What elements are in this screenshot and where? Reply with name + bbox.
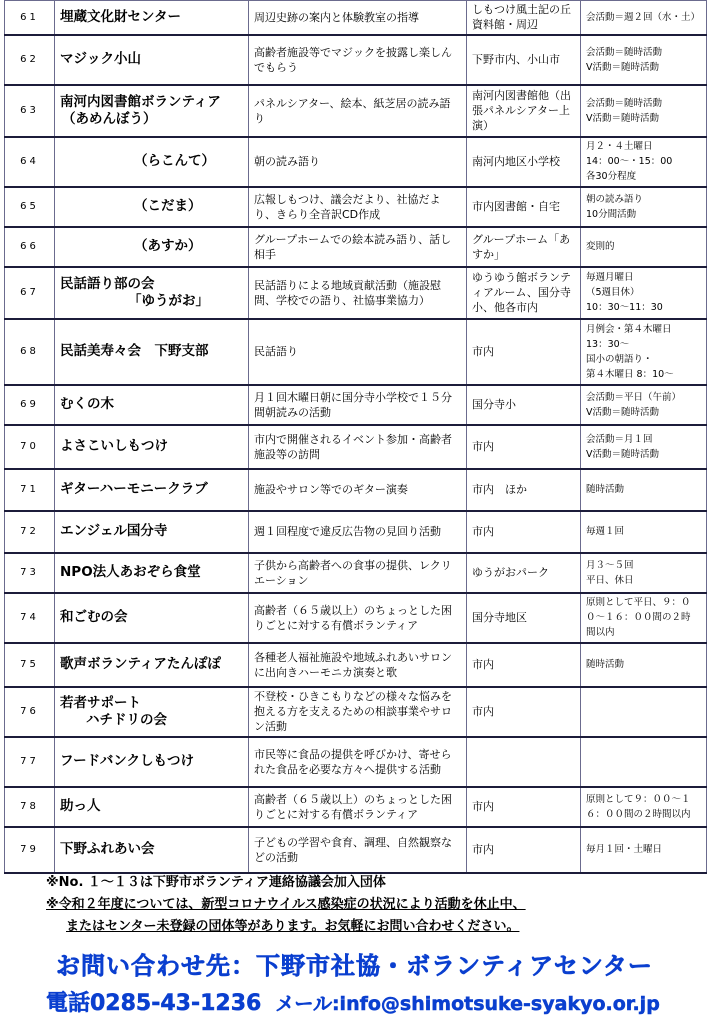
note-covid: ※令和２年度については、新型コロナウイルス感染症の状況により活動を休止中、 [46, 897, 526, 912]
table-row [5, 511, 707, 553]
table-row [5, 267, 707, 319]
schedule-line: 毎週月曜日 [586, 272, 634, 283]
schedule-line: 毎週１回 [586, 526, 625, 537]
row-number: 74 [5, 593, 55, 643]
table-row [5, 425, 707, 469]
row-number: 69 [5, 385, 55, 425]
contact-line [46, 986, 686, 1017]
group-name [55, 553, 249, 593]
activity-description: 高齢者（６５歳以上）のちょっとした困りごとに対する有償ボランティア [249, 593, 467, 643]
group-name-line: 民話美寿々会 下野支部 [60, 343, 209, 359]
activity-place: 南河内図書館他（出張パネルシアター上演） [467, 85, 581, 137]
activity-schedule [581, 643, 707, 687]
row-number: 79 [5, 827, 55, 873]
activity-description: 高齢者施設等でマジックを披露し楽しんでもらう [249, 35, 467, 85]
contact-phone: 電話0285-43-1236 [46, 991, 262, 1016]
schedule-line: 10分間活動 [586, 208, 637, 220]
group-name-line: 若者サポート [60, 694, 141, 711]
schedule-line: 各30分程度 [586, 171, 637, 182]
activity-schedule [581, 511, 707, 553]
contact-email: メール:info@shimotsuke-syakyo.or.jp [275, 993, 660, 1015]
row-number: 76 [5, 687, 55, 737]
schedule-line: 原則として平日、９：０ [586, 597, 691, 608]
schedule-line: Ⅴ活動＝随時活動 [586, 61, 659, 73]
group-name [55, 137, 249, 187]
activity-place: しもつけ風土記の丘資料館・周辺 [467, 1, 581, 35]
activity-place: グループホーム「あすか」 [467, 227, 581, 267]
schedule-line: 14：00～・15：00 [586, 156, 673, 167]
activity-description: 市内で開催されるイベント参加・高齢者施設等の訪問 [249, 425, 467, 469]
schedule-line: 10：30～11：30 [586, 302, 663, 313]
table-row [5, 85, 707, 137]
schedule-line: Ⅴ活動＝随時活動 [586, 112, 659, 124]
table-row [5, 319, 707, 385]
row-number: 63 [5, 85, 55, 137]
group-name-line: むくの木 [60, 396, 114, 412]
activity-description: 周辺史跡の案内と体験教室の指導 [249, 1, 467, 35]
schedule-line: 平日、休日 [586, 574, 634, 586]
row-number: 72 [5, 511, 55, 553]
row-number: 61 [5, 1, 55, 35]
activity-place: 国分寺地区 [467, 593, 581, 643]
group-name [55, 35, 249, 85]
volunteer-group-table [4, 0, 707, 874]
activity-schedule [581, 1, 707, 35]
group-name [55, 187, 249, 227]
schedule-line: 随時活動 [586, 484, 625, 495]
table-row [5, 787, 707, 827]
group-name-line: NPO法人あおぞら食堂 [60, 564, 201, 580]
group-name-line: 下野ふれあい会 [60, 841, 155, 857]
activity-place: 市内 [467, 827, 581, 873]
table-row [5, 1, 707, 35]
group-name-line: ギターハーモニークラブ [60, 481, 208, 497]
group-name [55, 737, 249, 787]
row-number: 78 [5, 787, 55, 827]
row-number: 75 [5, 643, 55, 687]
group-name [55, 425, 249, 469]
schedule-line: 間以内 [586, 627, 615, 638]
table-row [5, 227, 707, 267]
activity-description: 朝の読み語り [249, 137, 467, 187]
activity-place: 市内 [467, 319, 581, 385]
activity-place: 市内 [467, 511, 581, 553]
activity-schedule [581, 425, 707, 469]
group-name-line: （あめんぼう） [62, 110, 157, 127]
activity-schedule [581, 553, 707, 593]
schedule-line: Ⅴ活動＝随時活動 [586, 406, 659, 418]
activity-description: 月１回木曜日朝に国分寺小学校で１５分間朝読みの活動 [249, 385, 467, 425]
activity-place: 市内 [467, 425, 581, 469]
table-row [5, 553, 707, 593]
group-name [55, 787, 249, 827]
table-row [5, 593, 707, 643]
schedule-line: 月２・４土曜日 [586, 141, 653, 152]
schedule-line: 毎月１回・土曜日 [586, 844, 663, 855]
activity-place: 南河内地区小学校 [467, 137, 581, 187]
activity-description: 施設やサロン等でのギター演奏 [249, 469, 467, 511]
group-name [55, 1, 249, 35]
activity-schedule [581, 737, 707, 787]
group-name-line: フードバンクしもつけ [60, 753, 195, 769]
activity-schedule [581, 787, 707, 827]
group-name [55, 687, 249, 737]
activity-description: 不登校・ひきこもりなどの様々な悩みを抱える方を支えるための相談事業やサロン活動 [249, 687, 467, 737]
activity-description: グループホームでの絵本読み語り、話し相手 [249, 227, 467, 267]
group-name-line: 助っ人 [60, 798, 101, 814]
group-name [55, 643, 249, 687]
group-name-line: マジック小山 [60, 51, 141, 67]
table-row [5, 137, 707, 187]
group-name [55, 469, 249, 511]
schedule-line: 月例会・第４木曜日 [586, 323, 672, 335]
table-row [5, 35, 707, 85]
activity-schedule [581, 137, 707, 187]
row-number: 70 [5, 425, 55, 469]
activity-description: 子どもの学習や食育、調理、自然観察などの活動 [249, 827, 467, 873]
activity-schedule [581, 35, 707, 85]
row-number: 64 [5, 137, 55, 187]
schedule-line: （5週目休） [586, 287, 640, 298]
schedule-line: 会活動＝週２回（水・土） [586, 11, 701, 23]
schedule-line: 会活動＝平日（午前） [586, 391, 682, 403]
row-number: 66 [5, 227, 55, 267]
activity-description: 民話語りによる地域貢献活動（施設慰問、学校での語り、社協事業協力） [249, 267, 467, 319]
row-number: 73 [5, 553, 55, 593]
activity-schedule [581, 319, 707, 385]
activity-place: 国分寺小 [467, 385, 581, 425]
group-name [55, 511, 249, 553]
group-name-line: （あすか） [134, 238, 202, 254]
activity-description: 子供から高齢者への食事の提供、レクリエーション [249, 553, 467, 593]
group-name-line: 歌声ボランティアたんぽぽ [60, 656, 221, 672]
group-name [55, 227, 249, 267]
activity-schedule [581, 227, 707, 267]
activity-place: ゆうがおパーク [467, 553, 581, 593]
row-number: 71 [5, 469, 55, 511]
table-row [5, 827, 707, 873]
table-row [5, 737, 707, 787]
activity-schedule [581, 187, 707, 227]
contact-heading: お問い合わせ先：下野市社協・ボランティアセンター [56, 952, 653, 980]
schedule-line: 会活動＝月１回 [586, 433, 653, 445]
schedule-line: 原則として９：００～１ [586, 793, 691, 805]
row-number: 77 [5, 737, 55, 787]
note-membership: ※No. １～１３は下野市ボランティア連絡協議会加入団体 [46, 875, 386, 890]
group-name [55, 593, 249, 643]
schedule-line: ６：００間の２時間以内 [586, 808, 691, 820]
group-name [55, 85, 249, 137]
schedule-line: 月３～５回 [586, 559, 634, 571]
schedule-line: 第４木曜日 8：10～ [586, 368, 674, 380]
activity-description: 民話語り [249, 319, 467, 385]
activity-schedule [581, 267, 707, 319]
schedule-line: Ⅴ活動＝随時活動 [586, 448, 659, 460]
activity-description: 週１回程度で違反広告物の見回り活動 [249, 511, 467, 553]
table-row [5, 187, 707, 227]
group-name-line: 「ゆうがお」 [128, 292, 209, 309]
activity-place: 下野市内、小山市 [467, 35, 581, 85]
group-name-line: 南河内図書館ボランティア [60, 93, 221, 110]
group-name-line: エンジェル国分寺 [60, 523, 168, 539]
table-row [5, 385, 707, 425]
schedule-line: ０～１６：００間の２時 [586, 612, 691, 623]
schedule-line: 会活動＝随時活動 [586, 46, 663, 58]
activity-description: 市民等に食品の提供を呼びかけ、寄せられた食品を必要な方々へ提供する活動 [249, 737, 467, 787]
group-name-line: ハチドリの会 [86, 711, 167, 728]
notes [46, 872, 666, 938]
activity-place: 市内 ほか [467, 469, 581, 511]
schedule-line: 随時活動 [586, 659, 625, 670]
activity-description: 高齢者（６５歳以上）のちょっとした困りごとに対する有償ボランティア [249, 787, 467, 827]
schedule-line: 朝の読み語り [586, 193, 644, 205]
table-row [5, 643, 707, 687]
activity-schedule [581, 385, 707, 425]
group-name-line: 和ごむの会 [60, 609, 128, 625]
group-name [55, 319, 249, 385]
table-row [5, 469, 707, 511]
group-name-line: 民話語り部の会 [60, 275, 155, 292]
row-number: 62 [5, 35, 55, 85]
group-name-line: （らこんて） [134, 153, 215, 169]
group-name [55, 827, 249, 873]
schedule-line: 13：30～ [586, 338, 630, 350]
row-number: 68 [5, 319, 55, 385]
activity-place: 市内 [467, 787, 581, 827]
activity-schedule [581, 827, 707, 873]
schedule-line: 変則的 [586, 241, 615, 252]
activity-description: 各種老人福祉施設や地域ふれあいサロンに出向きハーモニカ演奏と歌 [249, 643, 467, 687]
activity-place [467, 737, 581, 787]
activity-place: 市内 [467, 687, 581, 737]
activity-schedule [581, 469, 707, 511]
activity-schedule [581, 687, 707, 737]
schedule-line: 会活動＝随時活動 [586, 97, 663, 109]
activity-schedule [581, 85, 707, 137]
group-name-line: 埋蔵文化財センター [60, 8, 181, 25]
row-number: 67 [5, 267, 55, 319]
activity-place: 市内図書館・自宅 [467, 187, 581, 227]
group-name [55, 267, 249, 319]
activity-description: パネルシアター、絵本、紙芝居の読み語り [249, 85, 467, 137]
group-name [55, 385, 249, 425]
activity-place: ゆうゆう館ボランティアルーム、国分寺小、他各市内 [467, 267, 581, 319]
schedule-line: 国小の朝語り・ [586, 353, 653, 365]
group-name-line: （こだま） [134, 198, 202, 214]
activity-place: 市内 [467, 643, 581, 687]
note-unregistered: またはセンター未登録の団体等があります。お気軽にお問い合わせください。 [66, 919, 520, 934]
activity-schedule [581, 593, 707, 643]
table-row [5, 687, 707, 737]
group-name-line: よさこいしもつけ [60, 438, 168, 454]
row-number: 65 [5, 187, 55, 227]
activity-description: 広報しもつけ、議会だより、社協だより、きらり全音訳CD作成 [249, 187, 467, 227]
